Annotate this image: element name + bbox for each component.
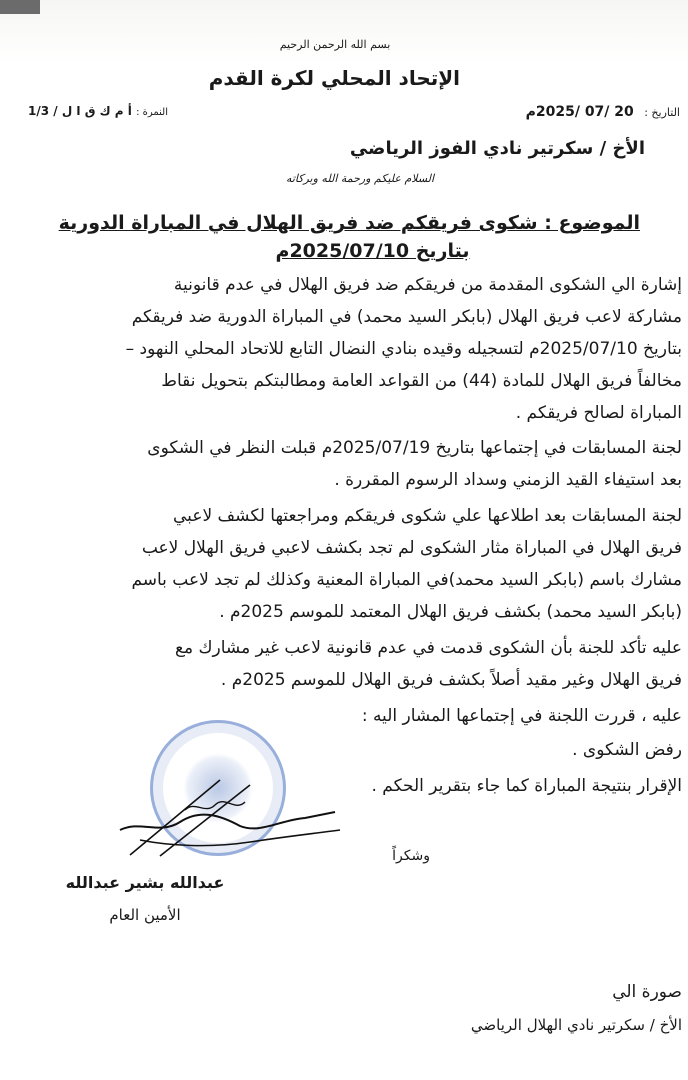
body-line: مشارك باسم (بابكر السيد محمد)في المباراة المعنية وكذلك لم تجد لاعب باسم	[131, 570, 682, 590]
basmala: بسم الله الرحمن الرحيم	[279, 38, 391, 51]
scan-corner-shadow	[0, 0, 40, 14]
reference-value: أ م ك ق ا ل / 1/3	[28, 104, 132, 118]
reference-line	[28, 104, 228, 118]
body-line: الإقرار بنتيجة المباراة كما جاء بتقرير الحكم .	[371, 776, 682, 796]
date-line	[460, 104, 680, 120]
body-line: رفض الشكوى .	[572, 740, 682, 760]
salutation: السلام عليكم ورحمة الله وبركاته	[285, 172, 435, 185]
subject-date: بتاريخ 2025/07/10م	[275, 240, 470, 262]
body-line: (بابكر السيد محمد) بكشف فريق الهلال المعتمد للموسم 2025م .	[219, 602, 682, 622]
body-line: لجنة المسابقات في إجتماعها بتاريخ 2025/07/19م قبلت النظر في الشكوى	[147, 438, 682, 458]
body-line: مخالفاً فريق الهلال للمادة (44) من القواعد العامة ومطالبتكم بتحويل نقاط	[161, 371, 682, 391]
signatory-name: عبدالله بشير عبدالله	[65, 873, 225, 892]
body-line: فريق الهلال في المباراة مثار الشكوى لم تجد بكشف لاعبي فريق الهلال لاعب	[141, 538, 682, 558]
copy-to-label: صورة الي	[612, 982, 682, 1002]
handwritten-signature	[100, 760, 360, 880]
body-line: فريق الهلال وغير مقيد أصلاً بكشف فريق الهلال للموسم 2025م .	[220, 670, 682, 690]
reference-label: النمرة :	[136, 107, 169, 118]
subject-line: الموضوع : شكوى فريقكم ضد فريق الهلال في المباراة الدورية	[58, 212, 640, 234]
copy-to-recipient: الأخ / سكرتير نادي الهلال الرياضي	[470, 1016, 682, 1034]
body-line: عليه ، قررت اللجنة في إجتماعها المشار اليه :	[361, 706, 682, 726]
signatory-title: الأمين العام	[109, 906, 181, 924]
date-label: التاريخ :	[644, 106, 680, 119]
body-line: إشارة الي الشكوى المقدمة من فريقكم ضد فريق الهلال في عدم قانونية	[173, 275, 682, 295]
body-line: بعد استيفاء القيد الزمني وسداد الرسوم المقررة .	[334, 470, 682, 490]
body-line: لجنة المسابقات بعد اطلاعها علي شكوى فريقكم ومراجعتها لكشف لاعبي	[173, 506, 682, 526]
organization-title: الإتحاد المحلي لكرة القدم	[208, 66, 460, 90]
date-value: 20 /07 /2025م	[525, 104, 634, 120]
addressee: الأخ / سكرتير نادي الفوز الرياضي	[349, 138, 645, 159]
body-line: المباراة لصالح فريقكم .	[515, 403, 682, 423]
body-line: مشاركة لاعب فريق الهلال (بابكر السيد محمد) في المباراة الدورية ضد فريقكم	[131, 307, 682, 327]
body-line: بتاريخ 2025/07/10م لتسجيله وقيده بنادي النضال التابع للاتحاد المحلي النهود –	[125, 339, 682, 359]
body-line: عليه تأكد للجنة بأن الشكوى قدمت في عدم قانونية لاعب غير مشارك مع	[174, 638, 682, 658]
closing-thanks: وشكراً	[392, 848, 430, 864]
